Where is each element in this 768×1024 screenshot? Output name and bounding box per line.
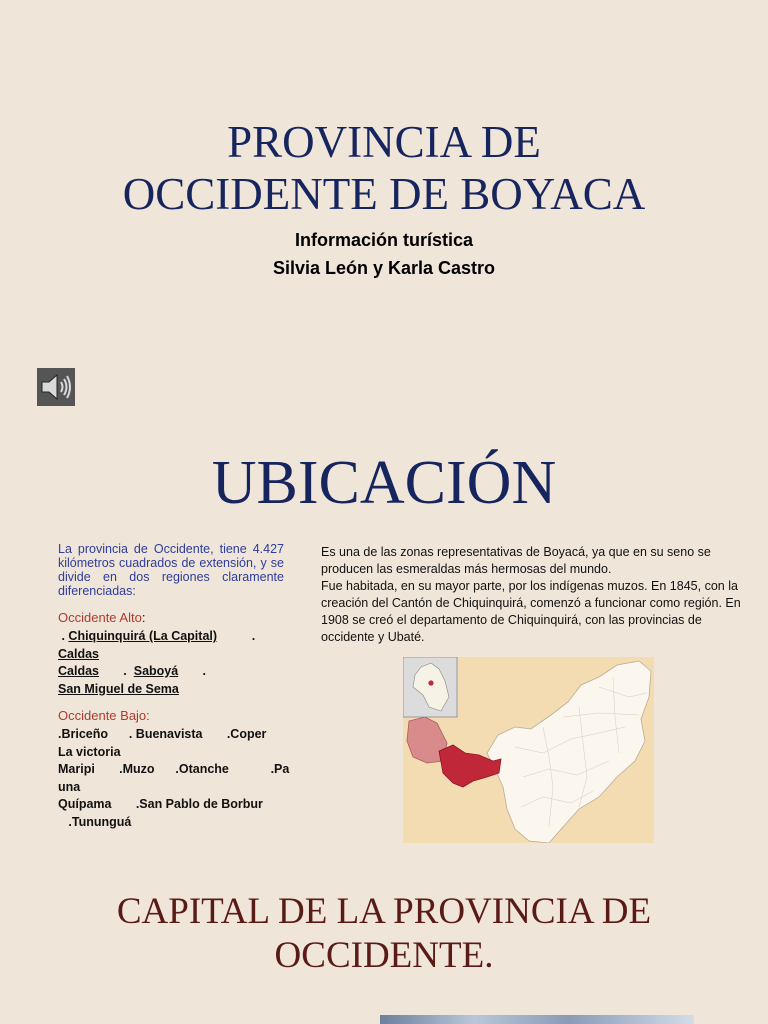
capital-heading-line-2: OCCIDENTE. [274,935,494,976]
municipality-link[interactable]: Saboyá [133,664,179,678]
list-item: Caldas . Saboyá . [58,664,206,678]
page-title [0,116,768,220]
capital-photo [380,1015,694,1024]
municipality: .San Pablo de Borbur [135,797,263,811]
list-item [58,814,284,832]
list-item [58,796,284,814]
municipality-link[interactable]: Caldas [58,664,99,678]
capital-heading [0,890,768,978]
list-item [58,646,284,664]
description-paragraph-2: Fue habitada, en su mayor parte, por los indígenas muzos. En 1845, con la creación del Cantón de Chiquinquirá, comenzó a funcionar como región. En 1908 se creó el departamento de Chiquinquirá, con las provincias de occidente y Ubaté. [321,579,741,644]
list-item [58,779,284,797]
capital-heading-line-1: CAPITAL DE LA PROVINCIA DE [116,891,652,932]
title-line-1: PROVINCIA DE [227,117,541,167]
municipality: Maripi [58,762,95,776]
subtitle [0,226,768,282]
municipality: Quípama [58,797,112,811]
municipality-link[interactable]: Caldas [58,646,99,661]
region-heading-bajo: Occidente Bajo: [58,708,150,723]
speaker-icon[interactable] [37,368,75,406]
municipality: . Buenavista [128,727,203,741]
list-item [58,726,284,744]
title-line-2: OCCIDENTE DE BOYACA [122,169,646,219]
region-heading-alto-colon: : [141,610,146,625]
list-item [58,744,284,762]
region-heading-alto [58,610,284,626]
municipality-link[interactable]: San Miguel de Sema [58,681,179,696]
province-map [403,657,654,843]
municipality: .Briceño [58,727,109,741]
list-item: . Chiquinquirá (La Capital) . [58,629,256,643]
municipality: .Muzo [119,762,155,776]
description [321,544,741,646]
municipality: .Pa [270,762,290,776]
intro-text: La provincia de Occidente, tiene 4.427 kilómetros cuadrados de extensión, y se divide en dos regiones claramente diferenciadas: [58,542,284,598]
section-heading-ubicacion: UBICACIÓN [211,449,557,517]
municipality: .Coper [226,727,267,741]
subtitle-authors: Silvia León y Karla Castro [272,258,496,278]
left-column [58,542,290,831]
region-heading-alto-label: Occidente Alto [58,610,142,625]
subtitle-info: Información turística [294,230,474,250]
municipality: La victoria [58,744,121,759]
municipality: una [58,779,81,794]
list-item [58,761,290,779]
municipality: .Otanche [175,762,229,776]
inset-map-colombia [403,657,457,717]
municipality-link[interactable]: Chiquinquirá (La Capital) [68,629,218,643]
list-item [58,681,284,699]
description-paragraph-1: Es una de las zonas representativas de Boyacá, ya que en su seno se producen las esmeraldas más hermosas del mundo. [321,545,711,576]
municipality: .Tununguá [68,814,132,829]
